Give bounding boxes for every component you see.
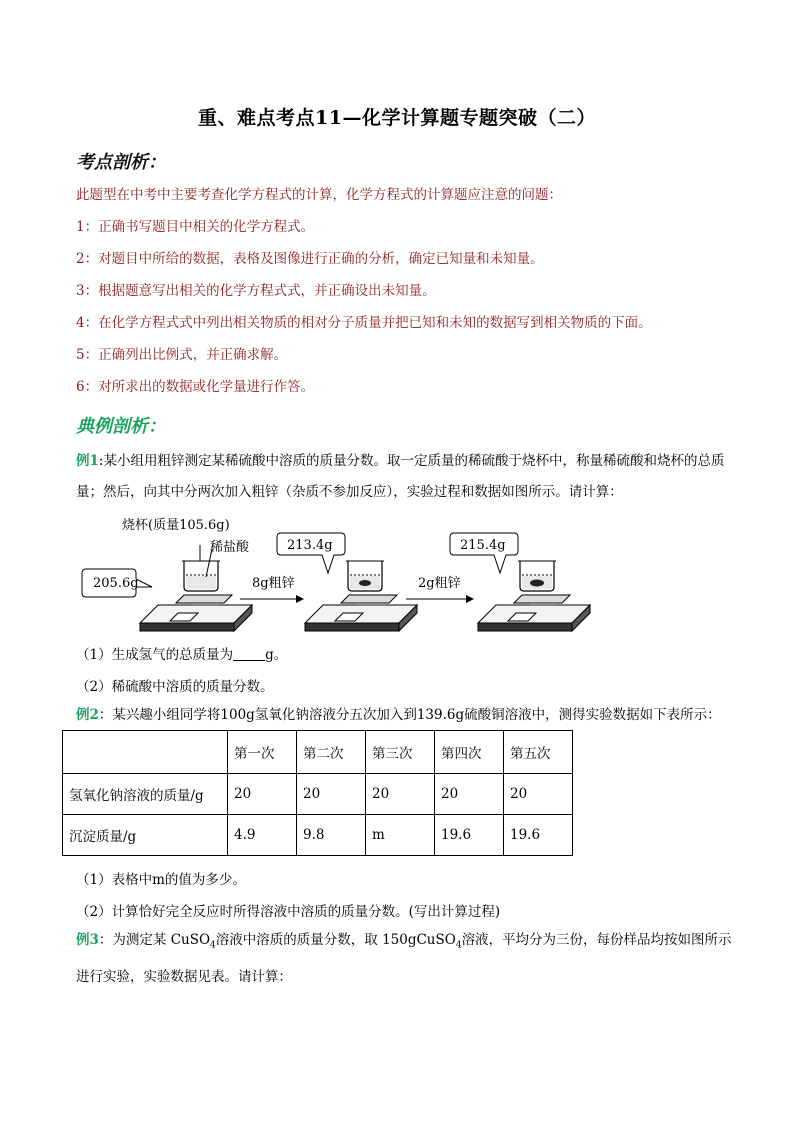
reading-2: 213.4g xyxy=(287,538,333,553)
example-body-a: ：为测定某 CuSO xyxy=(98,932,211,948)
beaker-3 xyxy=(518,561,556,591)
table-header: 第二次 xyxy=(297,731,366,774)
example-body-c: 溶液，平均分为三份，每份样品均按如图所示进行实验，实验数据见表。请计算： xyxy=(76,932,732,985)
answer-blank xyxy=(233,646,265,661)
acid-label: 稀盐酸 xyxy=(210,540,250,555)
table-cell: 20 xyxy=(228,774,297,815)
arrow-1-label: 8g粗锌 xyxy=(252,576,295,591)
table-header: 第三次 xyxy=(366,731,435,774)
arrow-2-label: 2g粗锌 xyxy=(418,576,461,591)
table-header: 第五次 xyxy=(504,731,573,774)
intro-line: 3：根据题意写出相关的化学方程式式，并正确设出未知量。 xyxy=(76,283,436,299)
table-cell: 19.6 xyxy=(504,815,573,856)
table-cell: 20 xyxy=(366,774,435,815)
example-body-b: 溶液中溶质的质量分数，取 150gCuSO xyxy=(215,932,456,948)
table-cell: 20 xyxy=(297,774,366,815)
beaker-1 xyxy=(182,561,220,591)
table-cell: m xyxy=(366,815,435,856)
intro-list xyxy=(76,184,736,408)
beaker-label: 烧杯(质量105.6g) xyxy=(122,518,230,533)
subscript: 4 xyxy=(210,940,216,951)
q1-pre: （1）生成氢气的总质量为 xyxy=(76,647,234,663)
intro-line: 6：对所求出的数据或化学量进行作答。 xyxy=(76,379,315,395)
table-header: 第一次 xyxy=(228,731,297,774)
ex1-question-1 xyxy=(76,643,287,663)
page-title: 重、难点考点11—化学计算题专题突破（二） xyxy=(198,107,596,129)
table-cell: 4.9 xyxy=(228,815,297,856)
balance-2 xyxy=(305,595,417,631)
reading-1: 205.6g xyxy=(93,576,139,591)
intro-line: 2：对题目中所给的数据，表格及图像进行正确的分析，确定已知量和未知量。 xyxy=(76,251,544,267)
example-3-text xyxy=(76,925,736,993)
table-cell: 氢氧化钠溶液的质量/g xyxy=(63,774,228,815)
q1-post: g。 xyxy=(265,647,288,663)
beaker-2 xyxy=(346,561,384,591)
section-heading-analysis: 考点剖析： xyxy=(76,152,166,173)
table-cell: 20 xyxy=(504,774,573,815)
table-cell: 19.6 xyxy=(435,815,504,856)
subscript: 4 xyxy=(455,940,462,951)
table-cell: 9.8 xyxy=(297,815,366,856)
table-header-row xyxy=(63,731,573,774)
intro-line: 4：在化学方程式式中列出相关物质的相对分子质量并把已知和未知的数据写到相关物质的下面。 xyxy=(76,315,652,331)
balance-figure xyxy=(0,515,794,640)
table-header: 第四次 xyxy=(435,731,504,774)
example-label: 例1 xyxy=(76,453,99,469)
section-heading-examples: 典例剖析： xyxy=(76,416,166,437)
table-row xyxy=(63,774,573,815)
ex2-question-1: （1）表格中m的值为多少。 xyxy=(76,872,246,888)
table-row xyxy=(63,815,573,856)
reading-3: 215.4g xyxy=(460,538,506,553)
table-cell: 沉淀质量/g xyxy=(63,815,228,856)
example-label: 例2 xyxy=(76,707,99,723)
ex2-question-2: （2）计算恰好完全反应时所得溶液中溶质的质量分数。(写出计算过程) xyxy=(76,904,501,920)
table-cell: 20 xyxy=(435,774,504,815)
example-1-text xyxy=(76,446,736,508)
balance-1 xyxy=(140,595,252,631)
table-cell xyxy=(63,731,228,774)
data-table xyxy=(62,730,573,856)
example-label: 例3 xyxy=(76,932,99,948)
intro-line: 1：正确书写题目中相关的化学方程式。 xyxy=(76,219,315,235)
ex1-question-2: （2）稀硫酸中溶质的质量分数。 xyxy=(76,679,274,695)
example-body: ：某兴趣小组同学将100g氢氧化钠溶液分五次加入到139.6g硫酸铜溶液中，测得实验数据如下表所示： xyxy=(98,707,721,723)
intro-line: 此题型在中考中主要考查化学方程式的计算，化学方程式的计算题应注意的问题： xyxy=(76,187,562,203)
balance-3 xyxy=(478,595,590,631)
example-2-text xyxy=(76,700,756,731)
intro-line: 5：正确列出比例式，并正确求解。 xyxy=(76,347,288,363)
example-body: :某小组用粗锌测定某稀硫酸中溶质的质量分数。取一定质量的稀硫酸于烧杯中，称量稀硫酸和烧杯的总质量；然后，向其中分两次加入粗锌（杂质不参加反应），实验过程和数据如图所示。请计算： xyxy=(76,453,725,500)
